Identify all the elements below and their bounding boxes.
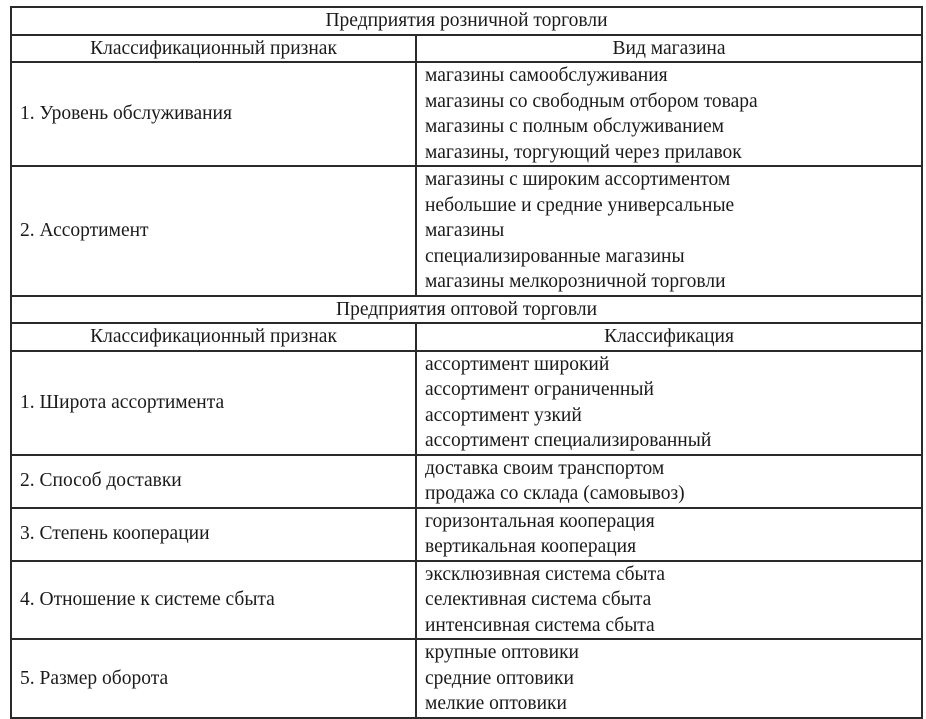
table-row [11, 508, 922, 561]
value-line: селективная система сбыта [425, 589, 652, 610]
value-line: магазины самообслуживания [425, 65, 668, 86]
value-line: крупные оптовики [425, 642, 579, 663]
value-line: специализированные магазины [425, 245, 685, 267]
criterion-cell: 2. Ассортимент [11, 166, 416, 296]
criterion-cell: 1. Уровень обслуживания [11, 62, 416, 166]
table-row [11, 561, 922, 640]
value-line: ассортимент широкий [425, 353, 610, 375]
wholesale-section-title: Предприятия оптовой торговли [11, 296, 922, 324]
value-line: магазины мелкорозничной торговли [425, 271, 726, 292]
value-line: магазины, торгующий через прилавок [425, 141, 742, 163]
values-cell [416, 639, 922, 718]
values-cell [416, 561, 922, 640]
table-row [11, 166, 922, 296]
wholesale-header-row [11, 323, 922, 351]
table-row [11, 62, 922, 166]
criterion-cell: 2. Способ доставки [11, 455, 416, 508]
value-line: магазины [425, 220, 505, 241]
table-row [11, 351, 922, 455]
wholesale-col-criterion-header: Классификационный признак [11, 323, 416, 351]
value-line: продажа со склада (самовывоз) [425, 483, 685, 504]
values-cell [416, 166, 922, 296]
criterion-cell: 1. Широта ассортимента [11, 351, 416, 455]
retail-section-row [11, 7, 922, 35]
table-row [11, 639, 922, 718]
table-row [11, 455, 922, 508]
criterion-cell: 5. Размер оборота [11, 639, 416, 718]
classification-table [10, 6, 923, 719]
value-line: ассортимент узкий [425, 404, 582, 426]
values-cell [416, 62, 922, 166]
value-line: мелкие оптовики [425, 693, 567, 714]
criterion-cell: 3. Степень кооперации [11, 508, 416, 561]
retail-col-type-header: Вид магазина [416, 35, 922, 63]
wholesale-col-class-header: Классификация [416, 323, 922, 351]
value-line: небольшие и средние универсальные [425, 194, 735, 216]
value-line: вертикальная кооперация [425, 536, 637, 557]
values-cell [416, 508, 922, 561]
values-cell [416, 455, 922, 508]
retail-section-title: Предприятия розничной торговли [11, 7, 922, 35]
value-line: эксклюзивная система сбыта [425, 563, 666, 585]
value-line: магазины с широким ассортиментом [425, 169, 731, 190]
value-line: магазины со свободным отбором товара [425, 90, 758, 112]
value-line: магазины с полным обслуживанием [425, 116, 724, 137]
wholesale-section-row [11, 296, 922, 324]
value-line: интенсивная система сбыта [425, 614, 655, 636]
criterion-cell: 4. Отношение к системе сбыта [11, 561, 416, 640]
value-line: средние оптовики [425, 667, 574, 689]
values-cell [416, 351, 922, 455]
value-line: доставка своим транспортом [425, 457, 665, 479]
value-line: ассортимент ограниченный [425, 379, 654, 400]
value-line: горизонтальная кооперация [425, 510, 655, 532]
value-line: ассортимент специализированный [425, 430, 712, 451]
retail-header-row [11, 35, 922, 63]
retail-col-criterion-header: Классификационный признак [11, 35, 416, 63]
